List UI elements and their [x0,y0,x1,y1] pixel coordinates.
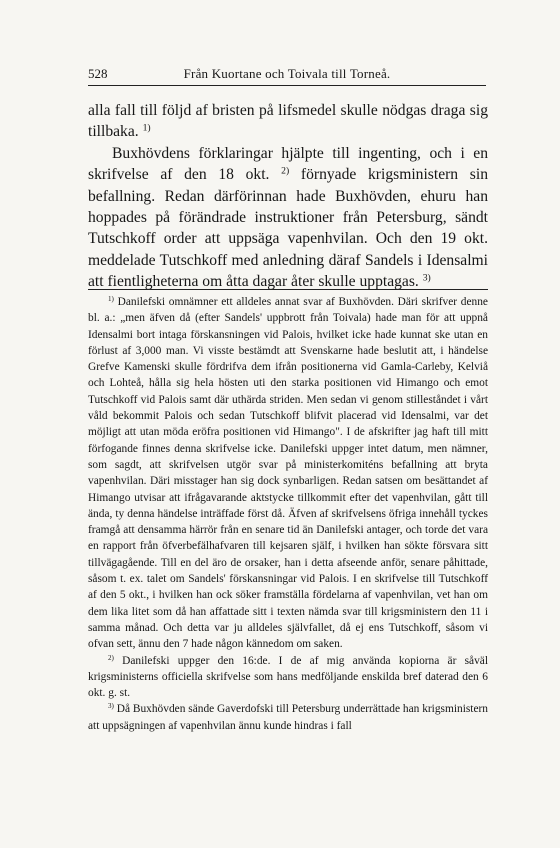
header-rule [88,85,486,86]
text-run: Buxhövdens förklaringar hjälpte till ingenting, och i en skrifvelse af den 18 okt. [88,144,488,184]
paragraph [88,100,488,143]
footnotes [88,294,488,734]
footnote-marker: 2) [281,165,290,177]
text-run: alla fall till följd af bristen på lifsmedel skulle nödgas draga sig tillbaka. [88,102,488,141]
paragraph [88,143,488,293]
footnote [88,701,488,734]
footnote-divider [88,289,488,290]
text-run: Danilefski omnämner ett alldeles annat svar af Buxhövden. Däri skrifver denne bl. a.: „men äfven då (efter Sandels' uppbrott från Toivala) hade man för att uppnå Idensalmi bort intaga förskansningen vid Palois, hvilket icke hade kunnat ske utan en förlust af 3,000 man. Vi visste bestämdt att Svenskarne hade beslutit att, i händelse Grefve Kamenski skulle fördrifva dem ifrån positionerna vid Gamla-Carleby, Kelviå och Lohteå, hålla sig hela hösten uti den starka positionen vid Himango och emot Tutschkoff vid Palois samt där uthärda striden. Men sedan vi genom stilleståndet i vårt våld bekommit Palois och sedan Tutschkoff blifvit placerad vid Idensalmi, var det möjligt att utan möda eröfra positionen vid Himango". I de afskrifter jag haft till mitt förfogande finnes denna skrifvelse icke. Danilefski uppger intet datum, men nämner, som sagdt, att skrifvelsen utgör svar på ministerkomiténs befallning att bryta vapenhvilan. Däri misstager han sig dock synbarligen. Redan satsen om besättandet af Himango utvisar att ifrågavarande aktstycke tillkommit efter det vapenhvilan, gått till ända, ty denna händelse inträffade först då. Äfven af skrifvelsens öfriga innehåll tyckes framgå att densamma härrör från en senare tid än Danilefski antager, och torde det vara en rapport från öfverbefälhafvaren till kejsaren själf, i hvilken han sökte försvara sitt tillvägagående. Till en del äro de orsaker, han i detta afseende anför, senare påhittade, såsom t. ex. talet om Sandels' förskansningar vid Palois. I en skrifvelse till Tutschkoff af den 5 okt., i hvilken han ock söker framställa fördelarna af vapenhvilan, vet han om dem lika litet som då han affattade sitt i texten nämda svar till krigsministern den 11 i samma månad. Och detta var ju alldeles självfallet, då ej ens Tutschkoff, såsom vi ofvan sett, ännu den 7 hade någon kännedom om saken. [88,296,488,651]
footnote-marker: 2) [108,653,114,662]
text-run: Danilefski uppger den 16:de. I de af mig använda kopiorna är såväl krigsministerns officiella skrifvelse som hans medföljande enskilda bref daterad den 6 okt. g. st. [88,654,488,700]
main-text [88,100,488,293]
footnote-marker: 1) [108,295,114,304]
page-header [88,66,486,88]
text-run: Då Buxhövden sände Gaverdofski till Petersburg underrättade han krigsministern att uppsägningen af vapenhvilan ännu kunde hindras i fall [88,703,488,732]
footnote [88,653,488,702]
footnote-marker: 1) [142,123,151,135]
page-number: 528 [88,66,108,81]
running-title: Från Kuortane och Toivala till Torneå. [183,66,391,81]
footnote [88,294,488,653]
footnote-marker: 3) [108,702,114,711]
footnote-marker: 3) [422,272,431,284]
text-run: förnyade krigsministern sin befallning. Redan därförinnan hade Buxhövden, ehuru han hoppades på förändrade instruktioner från Petersburg, sändt Tutschkoff order att uppsäga vapenhvilan. Och den 19 okt. meddelade Tutschkoff med anledning däraf Sandels i Idensalmi att fientligheterna om åtta dagar åter skulle upptagas. [88,166,488,291]
